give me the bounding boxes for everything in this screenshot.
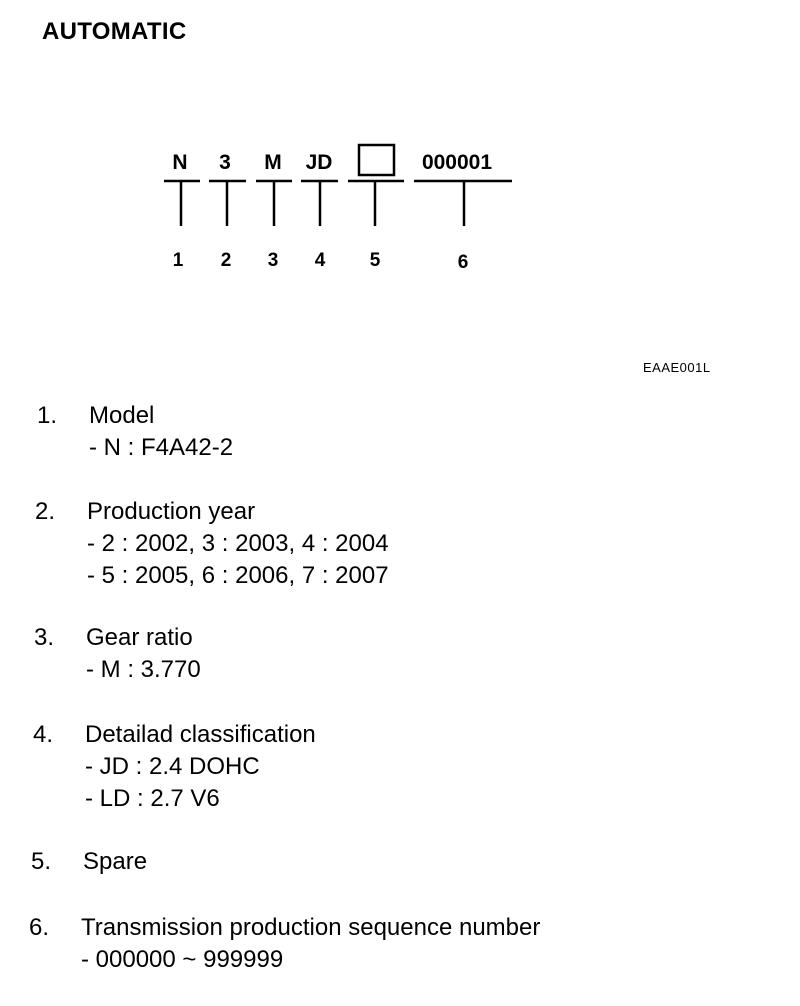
list-item-number: 2.	[35, 498, 56, 525]
code-index-1: 1	[172, 250, 184, 271]
page-heading: AUTOMATIC	[42, 18, 187, 45]
code-index-3: 3	[267, 250, 279, 271]
code-index-2: 2	[220, 250, 232, 271]
list-item-detail: - LD : 2.7 V6	[85, 785, 220, 812]
code-index-4: 4	[314, 250, 326, 271]
list-item-number: 5.	[31, 848, 52, 875]
list-item-title: Detailad classification	[85, 721, 316, 748]
list-item-detail: - 000000 ~ 999999	[81, 946, 284, 973]
list-item-detail: - JD : 2.4 DOHC	[85, 753, 260, 780]
list-item-detail: - M : 3.770	[86, 656, 201, 683]
code-model: N	[172, 151, 188, 174]
list-item-detail: - N : F4A42-2	[89, 434, 234, 461]
list-item-number: 1.	[37, 402, 58, 429]
list-item-detail: - 5 : 2005, 6 : 2006, 7 : 2007	[87, 562, 389, 589]
code-index-5: 5	[369, 250, 381, 271]
code-sequence: 000001	[421, 151, 493, 174]
list-item-title: Spare	[83, 848, 148, 875]
code-classification: JD	[305, 151, 333, 174]
figure-id: EAAE001L	[643, 360, 711, 375]
code-gear-ratio: M	[264, 151, 282, 174]
list-item-number: 3.	[34, 624, 55, 651]
list-item-number: 4.	[33, 721, 54, 748]
code-index-6: 6	[457, 252, 469, 273]
list-item-number: 6.	[29, 914, 50, 941]
list-item-detail: - 2 : 2002, 3 : 2003, 4 : 2004	[87, 530, 389, 557]
list-item-title: Gear ratio	[86, 624, 193, 651]
list-item-title: Production year	[87, 498, 256, 525]
code-year: 3	[219, 151, 231, 174]
list-item-title: Model	[89, 402, 155, 429]
list-item-title: Transmission production sequence number	[81, 914, 541, 941]
